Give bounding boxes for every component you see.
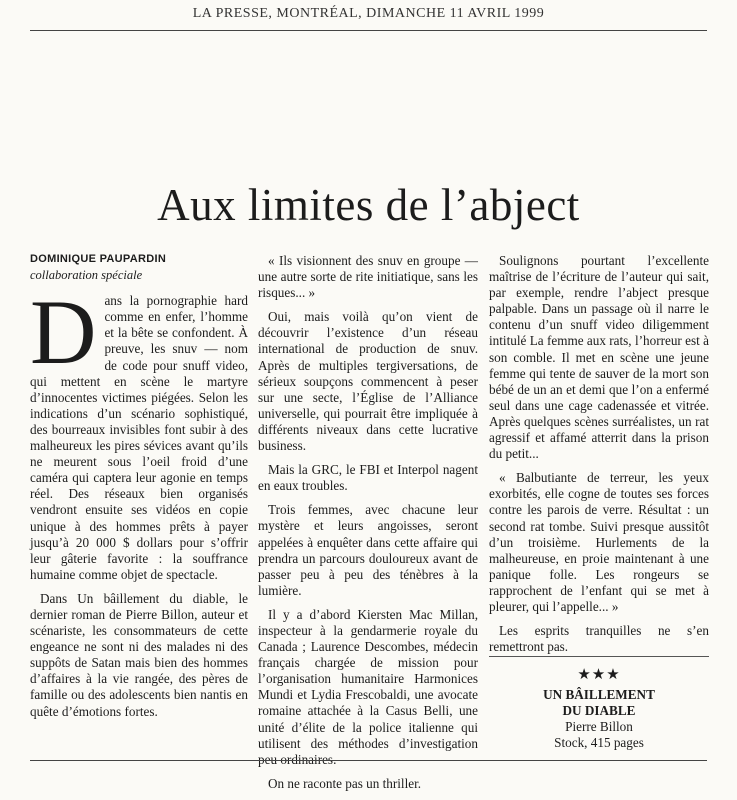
- rating-stars-icon: ★★★: [577, 665, 621, 683]
- paragraph: Oui, mais voilà qu’on vient de découvrir l’existence d’un réseau international de production de snuv. Après de multiples tergiversations, de sérieux soupçons commencent à peser sur une secte, l’Église de l’Alliance universelle, qui pourrait être impliquée à différents niveaux dans cette lucrative business.: [258, 309, 478, 454]
- column-2: [258, 253, 478, 800]
- headline: Aux limites de l’abject: [157, 180, 580, 230]
- paragraph: Soulignons pourtant l’excellente maîtrise de l’écriture de l’auteur qui sait, par exemple, rendre l’abject presque palpable. Dans un passage où il narre le contenu d’un snuff video diligemment intitulé La femme aux rats, l’horreur est à son comble. Il met en scène une jeune femme qui tente de sauver de la mort son bébé de un an et demi que l’on a enfermé seul dans une cage cadenassée et vitrée. Après quelques scènes surréalistes, un rat agressif et affamé atterrit dans la prison du petit...: [489, 253, 709, 462]
- book-divider: [489, 656, 709, 657]
- masthead: LA PRESSE, MONTRÉAL, DIMANCHE 11 AVRIL 1999: [192, 6, 545, 21]
- byline-author: DOMINIQUE PAUPARDIN: [30, 253, 167, 265]
- paragraph: « Balbutiante de terreur, les yeux exorbités, elle cogne de toutes ses forces contre les parois de verre. Résultat : un second rat tombe. Suivi presque aussitôt d’un troisième. Hurlements de la malheureuse, en proie maintenant à une panique folle. Les rongeurs se rapprochent de l’enfant qui se met à pleurer, qui l’appelle... »: [489, 470, 709, 614]
- column-1: [30, 253, 248, 728]
- paragraph: On ne raconte pas un thriller.: [268, 775, 422, 791]
- drop-cap: D: [30, 281, 97, 384]
- paragraph: Les esprits tranquilles ne s’en remettront pas.: [489, 623, 709, 655]
- column-3: [489, 253, 709, 663]
- paragraph: « Ils visionnent des snuv en groupe — une autre sorte de rite initiatique, sans les risques... »: [258, 253, 478, 301]
- book-info-box: [489, 656, 709, 751]
- paragraph: Trois femmes, avec chacune leur mystère et leurs angoisses, seront appelées à enquêter dans cette affaire qui prendra un parcours douloureux avant de passer peu à peu des ténèbres à la lumière.: [258, 502, 478, 598]
- paragraph-text: ans la pornographie hard comme en enfer, l’homme et la bête se confondent. À preuve, les snuv — nom de code pour snuff video, qui mettent en scène le martyre d’innocentes victimes piégées. Selon les indications d’un scénario sophistiqué, des bourreaux invisibles font subir à des malheureux les pires sévices avant qu’ils ne meurent sous l’oeil froid d’une caméra qui captera leur agonie en temps réel. Des réseaux bien organisés vendront ensuite ses vidéos en copie unique à des hommes prêts à payer jusqu’à 20 000 $ dollars pour s’offrir leur gâterie favorite : la souffrance humaine comme objet de spectacle.: [30, 293, 248, 582]
- paragraph: Dans Un bâillement du diable, le dernier roman de Pierre Billon, auteur et scénariste, les consommateurs de cette engeance ne sont ni des malades ni des suppôts de Satan mais bien des hommes d’affaires à la vie rangée, des pères de famille ou des adolescents bien nantis en quête d’émotions fortes.: [30, 590, 248, 719]
- book-title-line-1: UN BÂILLEMENT: [543, 687, 655, 702]
- book-title-line-2: DU DIABLE: [562, 703, 636, 718]
- top-rule: [30, 30, 707, 31]
- paragraph: Mais la GRC, le FBI et Interpol nagent en eaux troubles.: [258, 462, 478, 494]
- book-author: Pierre Billon: [565, 719, 633, 734]
- book-publisher: Stock, 415 pages: [554, 735, 644, 750]
- byline-role: collaboration spéciale: [30, 268, 143, 283]
- paragraph: Il y a d’abord Kiersten Mac Millan, inspecteur à la gendarmerie royale du Canada ; Laurence Descombes, médecin français chargée de mission pour l’organisation humanitaire Harmonices Mundi et Lydia Frescobaldi, une avocate romaine attachée à la Casus Belli, une unité d’élite de la police italienne qui utilisent des méthodes d’investigation peu ordinaires.: [258, 606, 478, 767]
- paragraph: [30, 281, 248, 583]
- bottom-rule: [30, 760, 707, 761]
